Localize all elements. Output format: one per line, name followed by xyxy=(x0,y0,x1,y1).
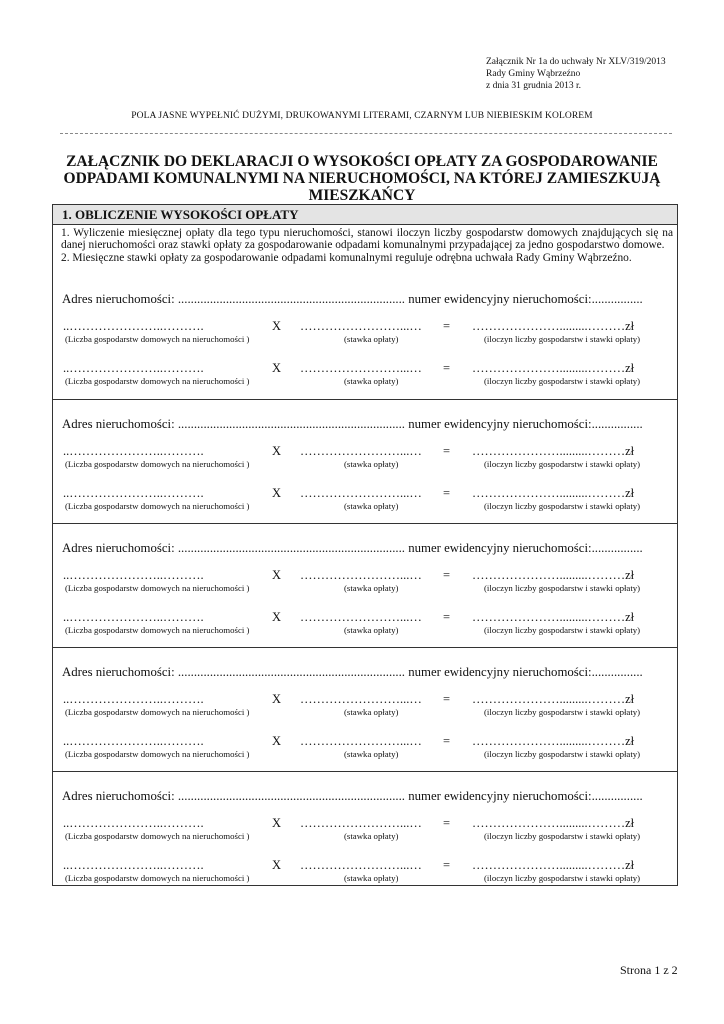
rate-label: (stawka opłaty) xyxy=(344,376,399,386)
equals-sign: = xyxy=(443,692,451,706)
dashed-divider xyxy=(60,133,672,134)
product-label: (iloczyn liczby gospodarstw i stawki opłaty) xyxy=(484,831,641,841)
address-field[interactable]: Adres nieruchomości: ....................................................................... numer ewidencyjny nieruchomości:................ xyxy=(62,292,643,306)
household-count-label: (Liczba gospodarstw domowych na nieruchomości ) xyxy=(65,376,250,386)
address-field[interactable]: Adres nieruchomości: ....................................................................... numer ewidencyjny nieruchomości:................ xyxy=(62,665,643,679)
multiply-sign: X xyxy=(272,568,282,582)
household-count-label: (Liczba gospodarstw domowych na nieruchomości ) xyxy=(65,625,250,635)
calc-row xyxy=(53,816,677,844)
calc-row xyxy=(53,444,677,472)
fill-instruction: POLA JASNE WYPEŁNIĆ DUŻYMI, DRUKOWANYMI LITERAMI, CZARNYM LUB NIEBIESKIM KOLOREM xyxy=(131,111,593,121)
title-line: MIESZKAŃCY xyxy=(308,187,416,204)
multiply-sign: X xyxy=(272,444,282,458)
household-count-label: (Liczba gospodarstw domowych na nieruchomości ) xyxy=(65,707,250,717)
equals-sign: = xyxy=(443,319,451,333)
rate-label: (stawka opłaty) xyxy=(344,707,399,717)
calc-row xyxy=(53,486,677,514)
equals-sign: = xyxy=(443,568,451,582)
equals-sign: = xyxy=(443,486,451,500)
product-label: (iloczyn liczby gospodarstw i stawki opłaty) xyxy=(484,707,641,717)
product-input[interactable]: ………………….........………zł xyxy=(472,692,635,706)
household-count-input[interactable]: ..…………………..………. xyxy=(63,610,204,624)
multiply-sign: X xyxy=(272,858,282,872)
rate-label: (stawka opłaty) xyxy=(344,749,399,759)
product-input[interactable]: ………………….........………zł xyxy=(472,319,635,333)
description-paragraph: 1. Wyliczenie miesięcznej opłaty dla tego typu nieruchomości, stanowi iloczyn liczby gospodarstw domowych znajdujących się na danej nieruchomości oraz stawki opłaty za gospodarowanie odpadami komunalnymi przypadającej za jedno gospodarstwo domowe. xyxy=(61,227,673,252)
section-description xyxy=(61,227,673,264)
equals-sign: = xyxy=(443,858,451,872)
description-paragraph: 2. Miesięczne stawki opłaty za gospodarowanie odpadami komunalnymi reguluje odrębna uchwała Rady Gminy Wąbrzeźno. xyxy=(61,251,632,264)
attachment-line: Załącznik Nr 1a do uchwały Nr XLV/319/2013 xyxy=(486,57,666,67)
property-block xyxy=(53,523,677,648)
equals-sign: = xyxy=(443,734,451,748)
product-label: (iloczyn liczby gospodarstw i stawki opłaty) xyxy=(484,501,641,511)
address-field[interactable]: Adres nieruchomości: ....................................................................... numer ewidencyjny nieruchomości:................ xyxy=(62,789,643,803)
product-input[interactable]: ………………….........………zł xyxy=(472,610,635,624)
rate-label: (stawka opłaty) xyxy=(344,873,399,883)
multiply-sign: X xyxy=(272,319,282,333)
rate-label: (stawka opłaty) xyxy=(344,831,399,841)
product-label: (iloczyn liczby gospodarstw i stawki opłaty) xyxy=(484,334,641,344)
calc-row xyxy=(53,692,677,720)
rate-label: (stawka opłaty) xyxy=(344,501,399,511)
household-count-input[interactable]: ..…………………..………. xyxy=(63,486,204,500)
household-count-input[interactable]: ..…………………..………. xyxy=(63,734,204,748)
household-count-input[interactable]: ..…………………..………. xyxy=(63,361,204,375)
rate-input[interactable]: ……………………...… xyxy=(300,568,422,582)
calc-row xyxy=(53,858,677,886)
rate-input[interactable]: ……………………...… xyxy=(300,692,422,706)
address-field[interactable]: Adres nieruchomości: ....................................................................... numer ewidencyjny nieruchomości:................ xyxy=(62,541,643,555)
household-count-label: (Liczba gospodarstw domowych na nieruchomości ) xyxy=(65,873,250,883)
multiply-sign: X xyxy=(272,692,282,706)
product-label: (iloczyn liczby gospodarstw i stawki opłaty) xyxy=(484,873,641,883)
rate-label: (stawka opłaty) xyxy=(344,334,399,344)
household-count-label: (Liczba gospodarstw domowych na nieruchomości ) xyxy=(65,583,250,593)
calc-row xyxy=(53,734,677,762)
multiply-sign: X xyxy=(272,610,282,624)
household-count-input[interactable]: ..…………………..………. xyxy=(63,816,204,830)
multiply-sign: X xyxy=(272,486,282,500)
product-input[interactable]: ………………….........………zł xyxy=(472,444,635,458)
household-count-label: (Liczba gospodarstw domowych na nieruchomości ) xyxy=(65,501,250,511)
product-input[interactable]: ………………….........………zł xyxy=(472,361,635,375)
rate-input[interactable]: ……………………...… xyxy=(300,444,422,458)
product-label: (iloczyn liczby gospodarstw i stawki opłaty) xyxy=(484,376,641,386)
document-title xyxy=(40,153,684,204)
calc-row xyxy=(53,568,677,596)
title-line: ZAŁĄCZNIK DO DEKLARACJI O WYSOKOŚCI OPŁATY ZA GOSPODAROWANIE xyxy=(66,153,658,170)
calculation-form xyxy=(52,204,678,886)
household-count-label: (Liczba gospodarstw domowych na nieruchomości ) xyxy=(65,334,250,344)
attachment-line: Rady Gminy Wąbrzeźno xyxy=(486,69,581,79)
household-count-input[interactable]: ..…………………..………. xyxy=(63,858,204,872)
household-count-input[interactable]: ..…………………..………. xyxy=(63,444,204,458)
rate-input[interactable]: ……………………...… xyxy=(300,816,422,830)
household-count-input[interactable]: ..…………………..………. xyxy=(63,319,204,333)
household-count-input[interactable]: ..…………………..………. xyxy=(63,692,204,706)
equals-sign: = xyxy=(443,610,451,624)
product-input[interactable]: ………………….........………zł xyxy=(472,734,635,748)
household-count-label: (Liczba gospodarstw domowych na nieruchomości ) xyxy=(65,831,250,841)
attachment-line: z dnia 31 grudnia 2013 r. xyxy=(486,81,581,91)
equals-sign: = xyxy=(443,816,451,830)
multiply-sign: X xyxy=(272,734,282,748)
product-label: (iloczyn liczby gospodarstw i stawki opłaty) xyxy=(484,749,641,759)
calc-row xyxy=(53,610,677,638)
equals-sign: = xyxy=(443,361,451,375)
rate-input[interactable]: ……………………...… xyxy=(300,734,422,748)
product-input[interactable]: ………………….........………zł xyxy=(472,858,635,872)
property-block xyxy=(53,647,677,772)
attachment-reference xyxy=(486,56,666,92)
page-number: Strona 1 z 2 xyxy=(620,963,678,977)
rate-label: (stawka opłaty) xyxy=(344,583,399,593)
address-field[interactable]: Adres nieruchomości: ....................................................................... numer ewidencyjny nieruchomości:................ xyxy=(62,417,643,431)
property-block xyxy=(53,771,677,896)
property-block xyxy=(53,399,677,524)
rate-label: (stawka opłaty) xyxy=(344,459,399,469)
multiply-sign: X xyxy=(272,361,282,375)
product-input[interactable]: ………………….........………zł xyxy=(472,486,635,500)
section-heading: 1. OBLICZENIE WYSOKOŚCI OPŁATY xyxy=(53,205,677,225)
product-input[interactable]: ………………….........………zł xyxy=(472,568,635,582)
household-count-label: (Liczba gospodarstw domowych na nieruchomości ) xyxy=(65,459,250,469)
property-block xyxy=(53,275,677,399)
calc-row xyxy=(53,361,677,389)
product-label: (iloczyn liczby gospodarstw i stawki opłaty) xyxy=(484,625,641,635)
rate-input[interactable]: ……………………...… xyxy=(300,858,422,872)
equals-sign: = xyxy=(443,444,451,458)
household-count-input[interactable]: ..…………………..………. xyxy=(63,568,204,582)
rate-input[interactable]: ……………………...… xyxy=(300,610,422,624)
title-line: ODPADAMI KOMUNALNYMI NA NIERUCHOMOŚCI, NA KTÓREJ ZAMIESZKUJĄ xyxy=(63,170,661,187)
product-label: (iloczyn liczby gospodarstw i stawki opłaty) xyxy=(484,583,641,593)
product-label: (iloczyn liczby gospodarstw i stawki opłaty) xyxy=(484,459,641,469)
rate-input[interactable]: ……………………...… xyxy=(300,486,422,500)
multiply-sign: X xyxy=(272,816,282,830)
rate-input[interactable]: ……………………...… xyxy=(300,361,422,375)
rate-input[interactable]: ……………………...… xyxy=(300,319,422,333)
rate-label: (stawka opłaty) xyxy=(344,625,399,635)
calc-row xyxy=(53,319,677,347)
product-input[interactable]: ………………….........………zł xyxy=(472,816,635,830)
household-count-label: (Liczba gospodarstw domowych na nieruchomości ) xyxy=(65,749,250,759)
